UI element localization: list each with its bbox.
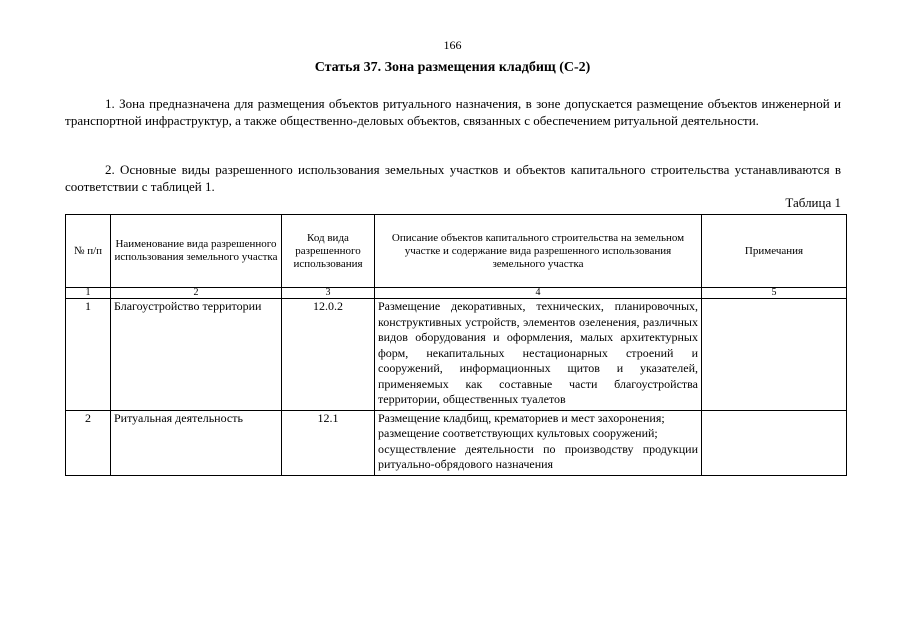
header-name: Наименование вида разрешенного использования земельного участка (111, 215, 282, 288)
row-number: 2 (66, 410, 111, 475)
row-number: 1 (66, 299, 111, 411)
header-notes: Примечания (702, 215, 847, 288)
article-title: Статья 37. Зона размещения кладбищ (С-2) (314, 60, 591, 75)
column-number-3: 3 (282, 288, 375, 299)
row-description (375, 410, 702, 475)
row-notes (702, 299, 847, 411)
header-number: № п/п (66, 215, 111, 288)
column-number-5: 5 (702, 288, 847, 299)
header-description: Описание объектов капитального строительства на земельном участке и содержание вида разрешенного использования земельного участка (375, 215, 702, 288)
description-line: Размещение кладбищ, крематориев и мест захоронения; (378, 410, 665, 425)
row-notes (702, 410, 847, 475)
row-name: Ритуальная деятельность (111, 410, 282, 475)
paragraph-2: 2. Основные виды разрешенного использования земельных участков и объектов капитального строительства устанавливаются в соответствии с таблицей 1. (65, 162, 841, 194)
column-number-1: 1 (66, 288, 111, 299)
header-code: Код вида разрешенного использования (282, 215, 375, 288)
table-row (66, 299, 847, 411)
table-caption: Таблица 1 (785, 195, 841, 210)
page-number: 166 (443, 38, 462, 52)
row-code: 12.0.2 (282, 299, 375, 411)
description-line: размещение соответствующих культовых сооружений; (378, 426, 658, 440)
column-number-4: 4 (375, 288, 702, 299)
row-description: Размещение декоративных, технических, планировочных, конструктивных устройств, элементов озеленения, различных видов оборудования и оформления, малых архитектурных форм, некапитальных нестационарных строений и сооружений, информационных щитов и указателей, применяемых как составные части благоустройства территории, общественных туалетов (375, 299, 702, 411)
description-line: осуществление деятельности по производству продукции ритуально-обрядового назначения (378, 441, 698, 471)
row-code: 12.1 (282, 410, 375, 475)
table-row (66, 410, 847, 475)
paragraph-1: 1. Зона предназначена для размещения объектов ритуального назначения, в зоне допускается размещение объектов инженерной и транспортной инфраструктур, а также общественно-деловых объектов, связанных с обеспечением ритуальной деятельности. (65, 96, 841, 128)
row-name: Благоустройство территории (111, 299, 282, 411)
land-use-table (65, 214, 847, 476)
column-number-2: 2 (111, 288, 282, 299)
